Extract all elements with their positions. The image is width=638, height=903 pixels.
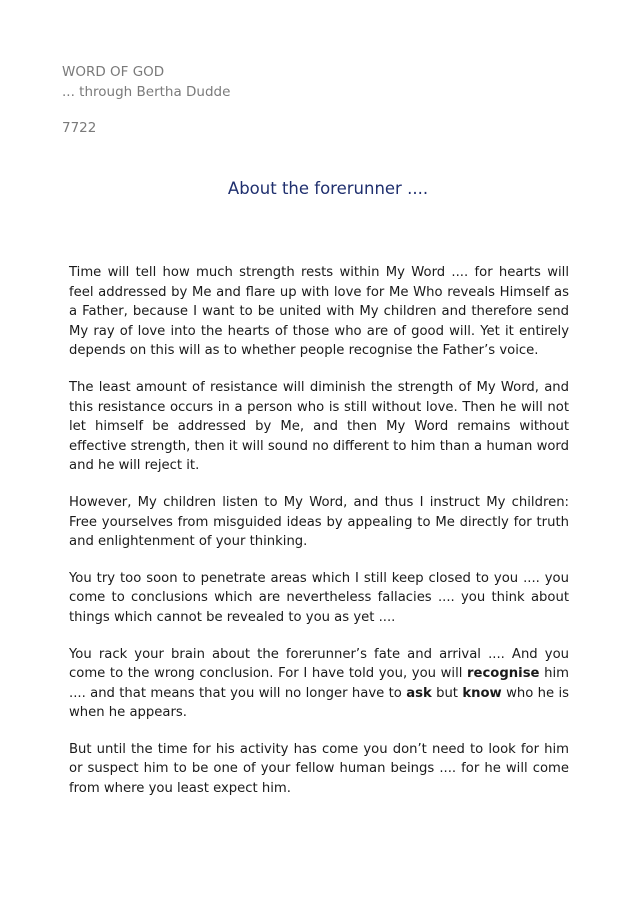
paragraph-5-text-2: him .... and that means that you will no longer have to [69, 666, 569, 701]
paragraph-5 [69, 645, 569, 723]
document-number: 7722 [62, 120, 97, 136]
paragraph-2: The least amount of resistance will diminish the strength of My Word, and this resistance occurs in a person who is still without love. Then he will not let himself be addressed by Me, and then My Word remains without effective strength, then it will sound no different to him than a human word and he will reject it. [69, 379, 569, 474]
paragraph-5-text-4: who he is when he appears. [69, 685, 569, 721]
emphasis-recognise: recognise [467, 666, 540, 682]
page-title: About the forerunner .... [227, 179, 429, 198]
paragraph-4: You try too soon to penetrate areas which I still keep closed to you .... you come to conclusions which are nevertheless fallacies .... you think about things which cannot be revealed to you as yet .... [69, 570, 569, 625]
paragraph-5-text-3: but [431, 685, 463, 701]
header-title: WORD OF GOD [62, 64, 165, 80]
document-body [69, 263, 569, 816]
emphasis-know: know [462, 685, 502, 701]
paragraph-3: However, My children listen to My Word, and thus I instruct My children: Free yourselves from misguided ideas by appealing to Me directly for truth and enlightenment of your thinking. [69, 494, 569, 550]
document-header [62, 62, 230, 102]
paragraph-6: But until the time for his activity has come you don’t need to look for him or suspect him to be one of your fellow human beings .... for he will come from where you least expect him. [69, 741, 569, 797]
paragraph-1: Time will tell how much strength rests within My Word .... for hearts will feel addressed by Me and flare up with love for Me Who reveals Himself as a Father, because I want to be united with My children and therefore send My ray of love into the hearts of those who are of good will. Yet it entirely depends on this will as to whether people recognise the Father’s voice. [69, 265, 569, 359]
paragraph-5-text-1: You rack your brain about the forerunner’s fate and arrival .... And you come to the wrong conclusion. For I have told you, you will [69, 646, 569, 682]
emphasis-ask: ask [406, 685, 432, 701]
header-author: ... through Bertha Dudde [62, 84, 231, 100]
